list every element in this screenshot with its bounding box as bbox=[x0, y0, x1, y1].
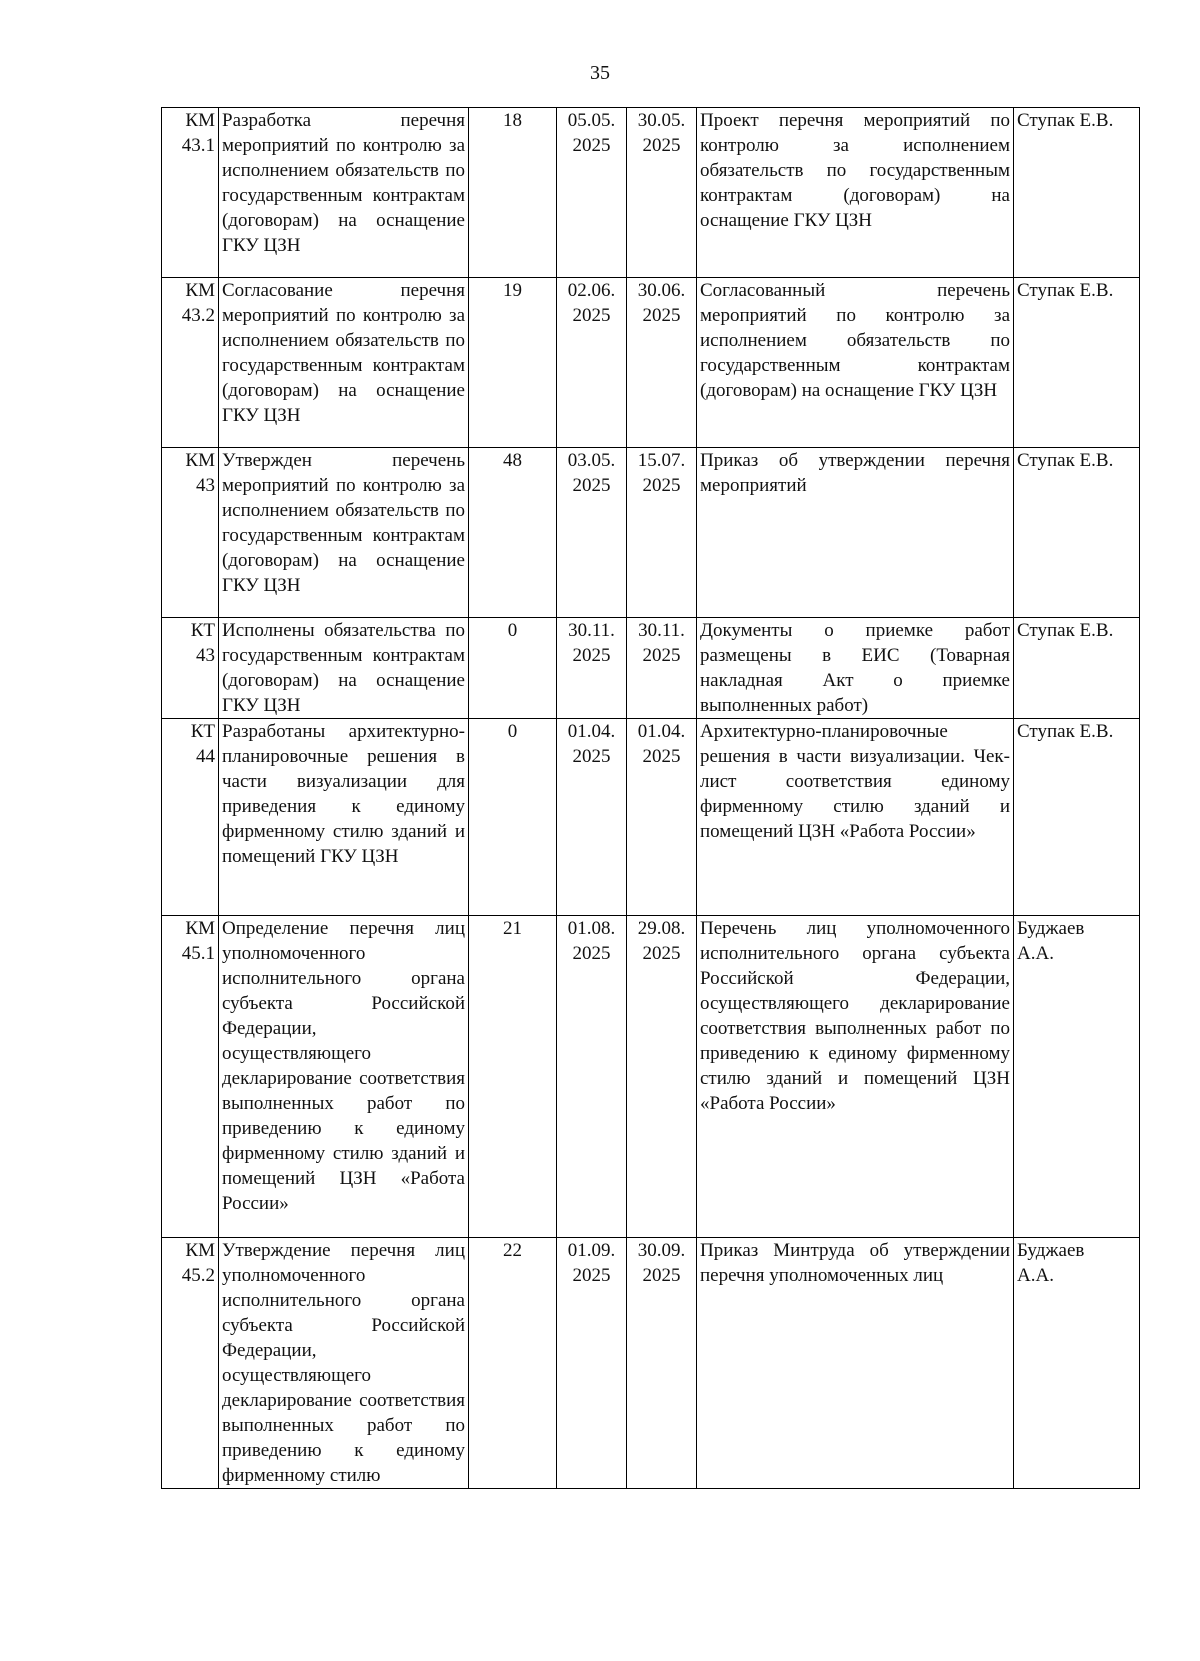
end-date: 01.04. 2025 bbox=[627, 719, 697, 916]
duration-days: 21 bbox=[469, 916, 557, 1238]
table-row bbox=[162, 916, 1140, 1238]
end-date: 30.09. 2025 bbox=[627, 1238, 697, 1489]
plan-table bbox=[161, 107, 1140, 1489]
milestone-name: Разработка перечня мероприятий по контролю за исполнением обязательств по государственным контрактам (договорам) на оснащение ГКУ ЦЗН bbox=[219, 108, 469, 278]
end-date: 30.05. 2025 bbox=[627, 108, 697, 278]
responsible-person: Буджаев А.А. bbox=[1014, 1238, 1140, 1489]
milestone-code: КМ 43.1 bbox=[162, 108, 219, 278]
end-date: 15.07. 2025 bbox=[627, 448, 697, 618]
milestone-name: Утвержден перечень мероприятий по контролю за исполнением обязательств по государственным контрактам (договорам) на оснащение ГКУ ЦЗН bbox=[219, 448, 469, 618]
duration-days: 0 bbox=[469, 618, 557, 719]
milestone-code: КМ 45.2 bbox=[162, 1238, 219, 1489]
result-description: Приказ об утверждении перечня мероприятий bbox=[697, 448, 1014, 618]
milestone-code: КМ 45.1 bbox=[162, 916, 219, 1238]
result-description: Проект перечня мероприятий по контролю за исполнением обязательств по государственным контрактам (договорам) на оснащение ГКУ ЦЗН bbox=[697, 108, 1014, 278]
duration-days: 48 bbox=[469, 448, 557, 618]
milestone-code: КТ 43 bbox=[162, 618, 219, 719]
table-row bbox=[162, 448, 1140, 618]
milestone-name: Разработаны архитектурно-планировочные решения в части визуализации для приведения к единому фирменному стилю зданий и помещений ГКУ ЦЗН bbox=[219, 719, 469, 916]
start-date: 01.08. 2025 bbox=[557, 916, 627, 1238]
plan-table-body bbox=[162, 108, 1140, 1489]
result-description: Архитектурно-планировочные решения в части визуализации. Чек-лист соответствия единому фирменному стилю зданий и помещений ЦЗН «Работа России» bbox=[697, 719, 1014, 916]
responsible-person: Ступак Е.В. bbox=[1014, 618, 1140, 719]
milestone-code: КМ 43 bbox=[162, 448, 219, 618]
milestone-name: Утверждение перечня лиц уполномоченного исполнительного органа субъекта Российской Федерации, осуществляющего декларирование соответствия выполненных работ по приведению к единому фирменному стилю bbox=[219, 1238, 469, 1489]
table-row bbox=[162, 278, 1140, 448]
start-date: 03.05. 2025 bbox=[557, 448, 627, 618]
responsible-person: Ступак Е.В. bbox=[1014, 278, 1140, 448]
milestone-code: КМ 43.2 bbox=[162, 278, 219, 448]
responsible-person: Буджаев А.А. bbox=[1014, 916, 1140, 1238]
milestone-name: Определение перечня лиц уполномоченного исполнительного органа субъекта Российской Федерации, осуществляющего декларирование соответствия выполненных работ по приведению к единому фирменному стилю зданий и помещений ЦЗН «Работа России» bbox=[219, 916, 469, 1238]
duration-days: 19 bbox=[469, 278, 557, 448]
responsible-person: Ступак Е.В. bbox=[1014, 108, 1140, 278]
duration-days: 0 bbox=[469, 719, 557, 916]
start-date: 01.09. 2025 bbox=[557, 1238, 627, 1489]
start-date: 05.05. 2025 bbox=[557, 108, 627, 278]
responsible-person: Ступак Е.В. bbox=[1014, 719, 1140, 916]
milestone-code: КТ 44 bbox=[162, 719, 219, 916]
start-date: 30.11. 2025 bbox=[557, 618, 627, 719]
responsible-person: Ступак Е.В. bbox=[1014, 448, 1140, 618]
start-date: 01.04. 2025 bbox=[557, 719, 627, 916]
result-description: Приказ Минтруда об утверждении перечня уполномоченных лиц bbox=[697, 1238, 1014, 1489]
table-row bbox=[162, 719, 1140, 916]
start-date: 02.06. 2025 bbox=[557, 278, 627, 448]
table-row bbox=[162, 1238, 1140, 1489]
table-row bbox=[162, 618, 1140, 719]
milestone-name: Согласование перечня мероприятий по контролю за исполнением обязательств по государственным контрактам (договорам) на оснащение ГКУ ЦЗН bbox=[219, 278, 469, 448]
table-row bbox=[162, 108, 1140, 278]
milestone-name: Исполнены обязательства по государственным контрактам (договорам) на оснащение ГКУ ЦЗН bbox=[219, 618, 469, 719]
result-description: Документы о приемке работ размещены в ЕИС (Товарная накладная Акт о приемке выполненных работ) bbox=[697, 618, 1014, 719]
result-description: Перечень лиц уполномоченного исполнительного органа субъекта Российской Федерации, осуществляющего декларирование соответствия выполненных работ по приведению к единому фирменному стилю зданий и помещений ЦЗН «Работа России» bbox=[697, 916, 1014, 1238]
page-number: 35 bbox=[590, 62, 610, 84]
end-date: 29.08. 2025 bbox=[627, 916, 697, 1238]
duration-days: 18 bbox=[469, 108, 557, 278]
duration-days: 22 bbox=[469, 1238, 557, 1489]
end-date: 30.06. 2025 bbox=[627, 278, 697, 448]
result-description: Согласованный перечень мероприятий по контролю за исполнением обязательств по государственным контрактам (договорам) на оснащение ГКУ ЦЗН bbox=[697, 278, 1014, 448]
end-date: 30.11. 2025 bbox=[627, 618, 697, 719]
